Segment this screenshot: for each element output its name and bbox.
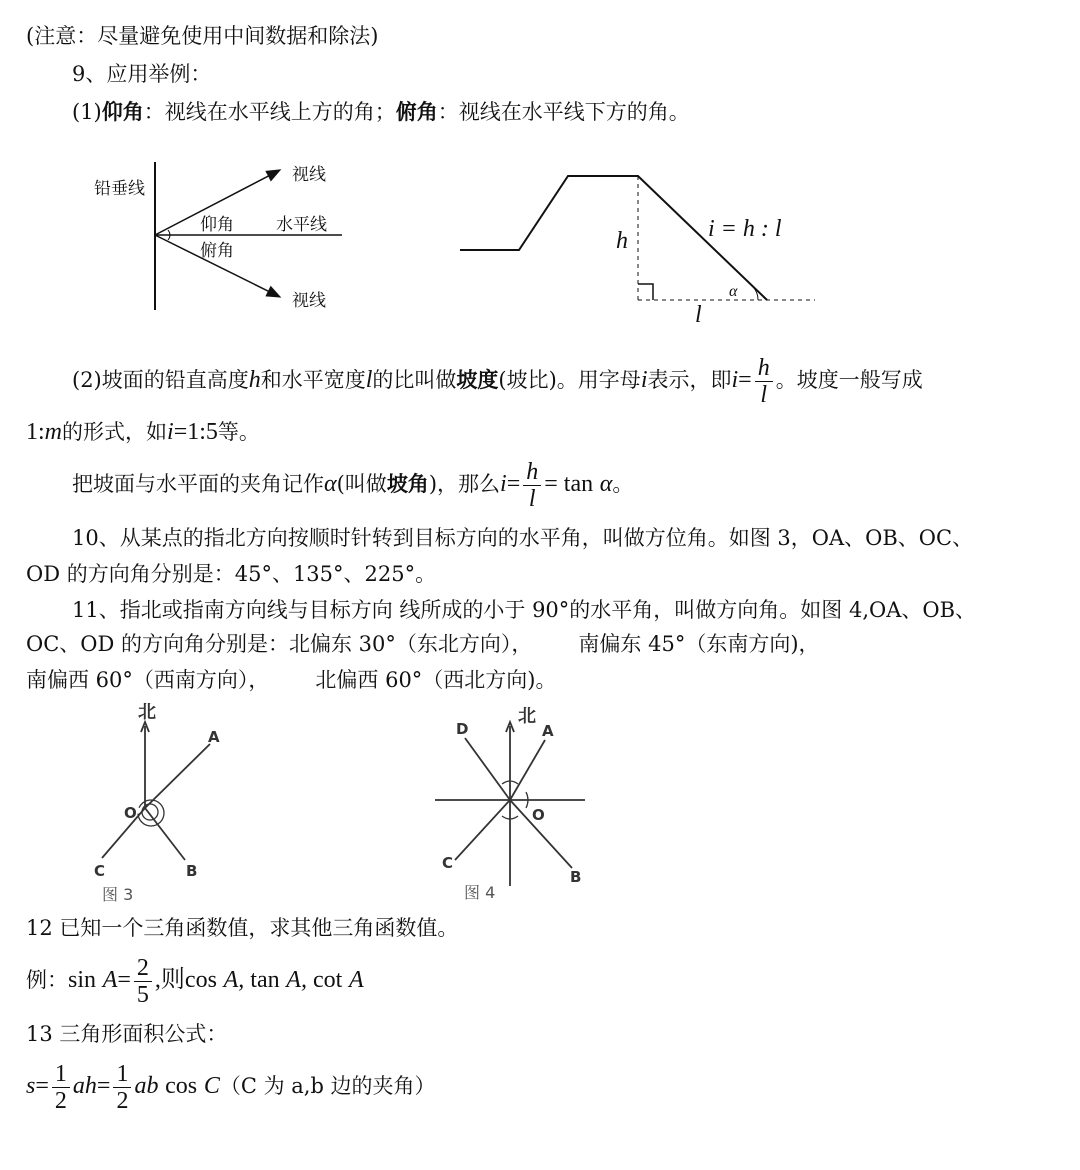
label-horizontal: 水平线 xyxy=(276,215,327,235)
slope-formula: i = h : l xyxy=(708,216,782,242)
label-depression: 俯角 xyxy=(200,241,234,261)
para13-heading: 13 三角形面积公式： xyxy=(26,1022,228,1046)
slope-label-l: l xyxy=(695,302,702,328)
fraction-2-over-5: $\frac{2}{5}$ xyxy=(134,955,152,1008)
para12-heading: 12 已知一个三角函数值，求其他三角函数值。 xyxy=(26,916,459,940)
ray-OD xyxy=(465,738,510,800)
fig3-label-A: A xyxy=(208,728,220,746)
section9-heading: 9、应用举例： xyxy=(72,62,212,86)
ray-OB xyxy=(145,808,185,860)
para10-line1: 10、从某点的指北方向按顺时针转到目标方向的水平角，叫做方位角。如图 3，OA、OB、OC、 xyxy=(72,526,974,550)
ray-OA xyxy=(145,744,210,808)
fraction-h-over-l-2: $\frac{h}{l}$ xyxy=(523,459,541,512)
label-sight-down: 视线 xyxy=(292,291,326,311)
para2-line1: (2)坡面的铅直高度h和水平宽度l的比叫做坡度(坡比)。用字母i表示，即i= $\frac{h}{l}$ 。坡度一般写成 xyxy=(72,355,923,408)
fraction-half-1: $\frac{1}{2}$ xyxy=(52,1061,70,1114)
elevation-term: 仰角 xyxy=(101,99,144,124)
slope-angle-term: 坡角 xyxy=(386,471,429,496)
fig4-label-C: C xyxy=(442,854,454,872)
para10-line2: OD 的方向角分别是：45°、135°、225°。 xyxy=(26,562,437,586)
fig3-north: 北 xyxy=(138,702,156,723)
depression-def: ：视线在水平线下方的角。 xyxy=(437,100,690,124)
fig4-label-O: O xyxy=(532,806,545,824)
section9-definition xyxy=(72,98,690,126)
para3-line: 把坡面与水平面的夹角记作α(叫做坡角)，那么i= $\frac{h}{l}$ = tan α。 xyxy=(72,459,634,512)
fig4-label-B: B xyxy=(570,868,582,886)
fig4-label-D: D xyxy=(456,720,469,738)
fig4-caption: 图 4 xyxy=(464,883,496,902)
note-line: (注意：尽量避免使用中间数据和除法) xyxy=(26,24,379,48)
para2-line2: 1:m的形式，如i=1:5等。 xyxy=(26,419,260,445)
fig3-label-C: C xyxy=(94,862,106,880)
slope-label-h: h xyxy=(616,228,628,254)
para12-example: 例：sin A= $\frac{2}{5}$ ,则cos A, tan A, cot A xyxy=(26,955,364,1008)
para11-line2: OC、OD 的方向角分别是：北偏东 30°（东北方向）， 南偏东 45°（东南方向)， xyxy=(26,632,820,656)
label-plumb: 铅垂线 xyxy=(94,179,145,199)
fig3-caption: 图 3 xyxy=(102,885,134,904)
angle-arc-inner xyxy=(142,804,158,820)
right-angle-mark xyxy=(638,284,653,300)
fraction-half-2: $\frac{1}{2}$ xyxy=(113,1061,131,1114)
slope-figure xyxy=(455,160,825,335)
para13-formula: s= $\frac{1}{2}$ ah= $\frac{1}{2}$ ab cos C（C 为 a,b 边的夹角） xyxy=(26,1061,436,1114)
para11-line1: 11、指北或指南方向线与目标方向 线所成的小于 90°的水平角，叫做方向角。如图 4,OA、OB、 xyxy=(72,598,977,622)
angle-figure xyxy=(80,150,380,320)
slope-label-alpha: α xyxy=(729,283,738,300)
slope-term: 坡度 xyxy=(456,367,499,392)
fig3-label-O: O xyxy=(124,804,137,822)
fig4-label-A: A xyxy=(542,722,554,740)
ray-OC xyxy=(455,800,510,860)
fig3-label-B: B xyxy=(186,862,198,880)
fraction-h-over-l: $\frac{h}{l}$ xyxy=(755,355,773,408)
label-elevation: 仰角 xyxy=(200,215,234,235)
para11-line3: 南偏西 60°（西南方向）， 北偏西 60°（西北方向)。 xyxy=(26,668,557,692)
fig4-north: 北 xyxy=(518,706,536,727)
figure-3 xyxy=(80,700,250,910)
label-sight-up: 视线 xyxy=(292,165,326,185)
figure-4 xyxy=(430,700,595,910)
elevation-def: ：视线在水平线上方的角； xyxy=(143,100,396,124)
p1-prefix: (1) xyxy=(72,100,102,124)
ray-OA xyxy=(510,740,545,800)
depression-term: 俯角 xyxy=(395,99,438,124)
